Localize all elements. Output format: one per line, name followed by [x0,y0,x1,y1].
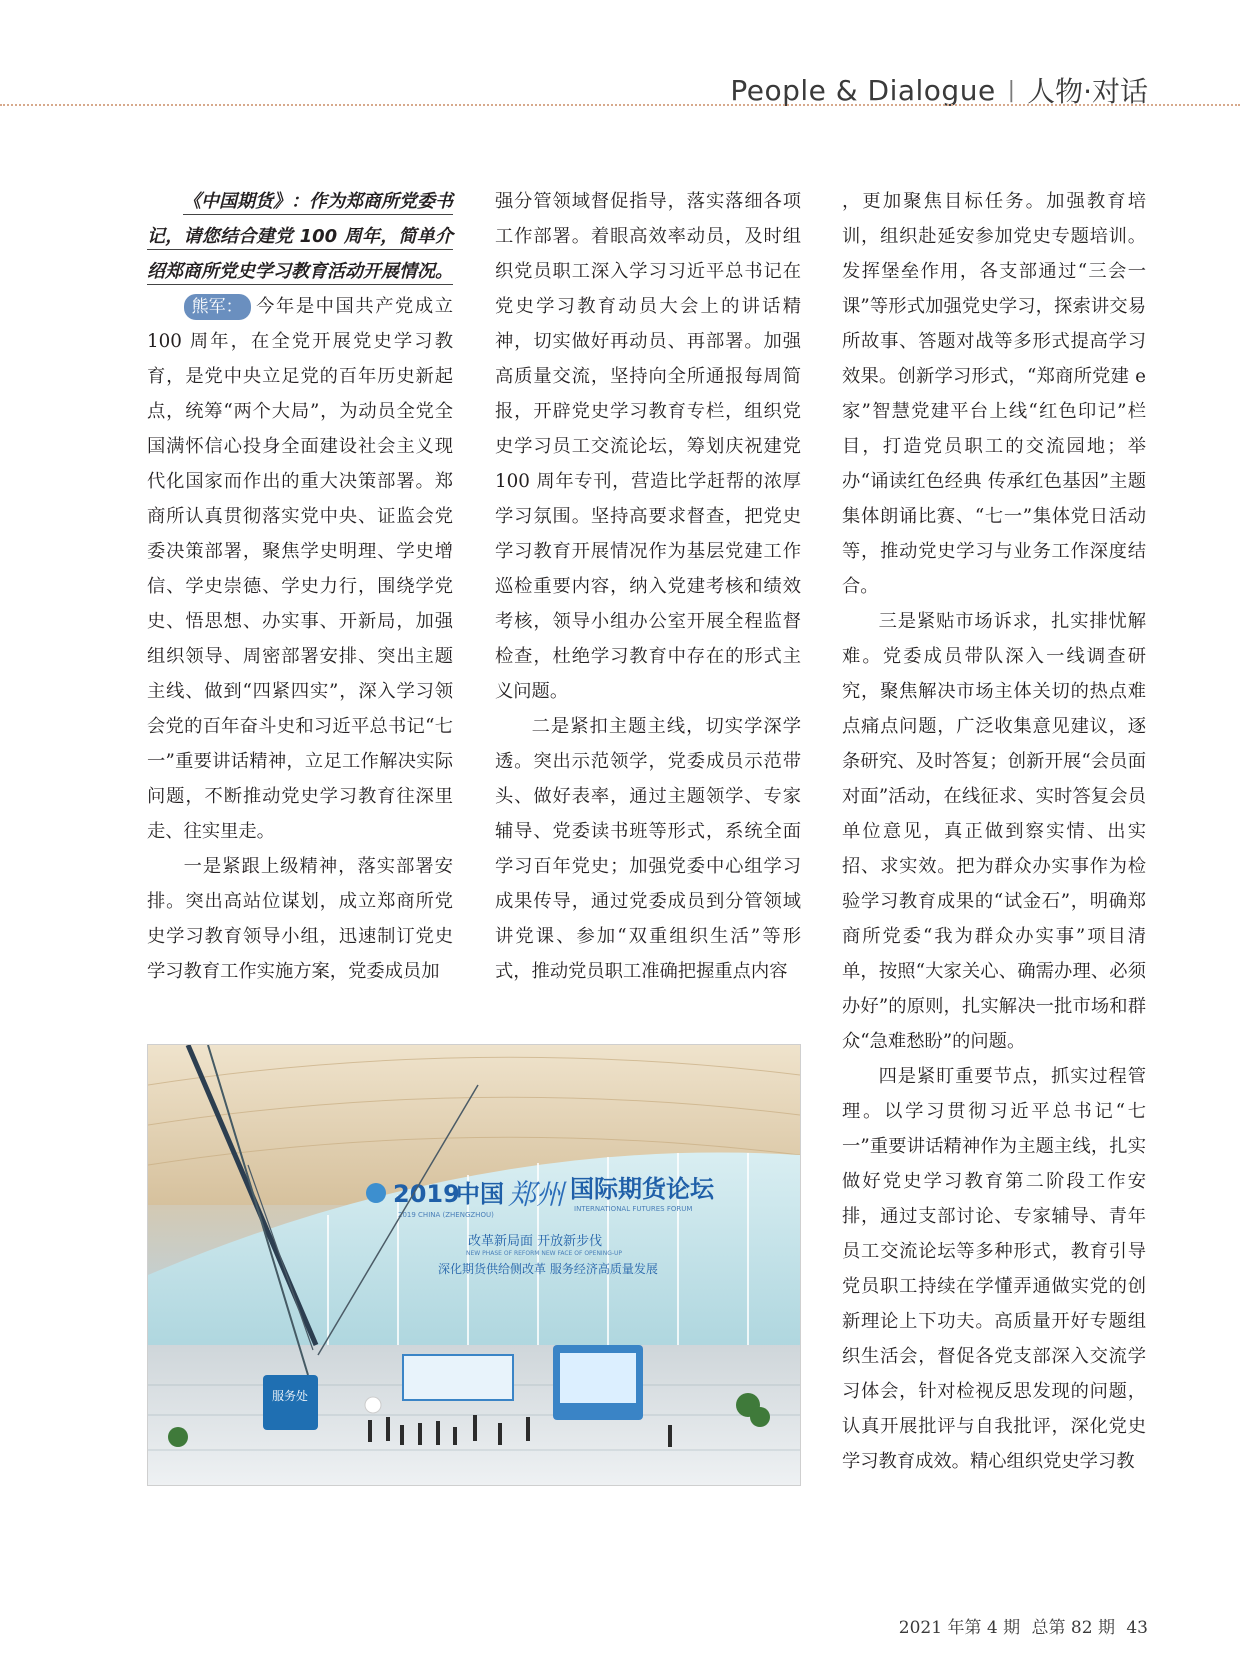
paragraph-3: 二是紧扣主题主线，切实学深学透。突出示范领学，党委成员示范带头、做好表率，通过主题领学、专家辅导、党委读书班等形式，系统全面学习百年党史；加强党委中心组学习成果传导，通过党委成员到分管领域讲党课、参加“双重组织生活”等形式，推动党员职工准确把握重点内容 [495,716,801,982]
page-footer [893,1613,1148,1638]
banner-forum-en: INTERNATIONAL FUTURES FORUM [574,1205,693,1213]
banner-year: 2019 [393,1180,460,1208]
interview-question: 《中国期货》：作为郑商所党委书记，请您结合建党 100 周年，简单介绍郑商所党史学习教育活动开展情况。 [147,191,453,282]
paragraph-5: 四是紧盯重要节点，抓实过程管理。以学习贯彻习近平总书记“七一”重要讲话精神作为主题主线，扎实做好党史学习教育第二阶段工作安排，通过支部讨论、专家辅导、青年员工交流论坛等多种形式，教育引导党员职工持续在学懂弄通做实党的创新理论上下功夫。高质量开好专题组织生活会，督促各党支部深入交流学习体会，针对检视反思发现的问题，认真开展批评与自我批评，深化党史学习教育成效。精心组织党史学习教 [842,1066,1146,1472]
section-name-cn: 人物·对话 [1027,75,1148,108]
page-number: 43 [1126,1618,1148,1638]
banner-slogan-1: 改革新局面 开放新步伐 [468,1234,603,1249]
forum-hall-illustration [148,1045,800,1485]
banner-china: 中国 [456,1180,504,1208]
answer-paragraph-1 [147,289,453,849]
paragraph-4: 三是紧贴市场诉求，扎实排忧解难。党委成员带队深入一线调查研究，聚焦解决市场主体关切的热点难点痛点问题，广泛收集意见建议，逐条研究、及时答复；创新开展“会员面对面”活动，在线征求、实时答复会员单位意见，真正做到察实情、出实招、求实效。把为群众办实事作为检验学习教育成果的“试金石”，明确郑商所党委“我为群众办实事”项目清单，按照“大家关心、确需办理、必须办好”的原则，扎实解决一批市场和群众“急难愁盼”的问题。 [842,611,1146,1052]
forum-photo [147,1044,801,1486]
banner-subtitle-en: 2019 CHINA (ZHENGZHOU) [398,1211,494,1219]
text-column-2 [495,184,801,1020]
paragraph-2: 一是紧跟上级精神，落实部署安排。突出高站位谋划，成立郑商所党史学习教育领导小组，迅速制订党史学习教育工作实施方案，党委成员加 [147,856,453,982]
header-separator: | [1007,77,1016,103]
banner-slogan-2: 深化期货供给侧改革 服务经济高质量发展 [438,1262,658,1276]
speaker-tag: 熊军： [184,294,251,320]
banner-forum-name: 国际期货论坛 [570,1175,714,1203]
paragraph-3: ，更加聚焦目标任务。加强教育培训，组织赴延安参加党史专题培训。发挥堡垒作用，各支部通过“三会一课”等形式加强党史学习，探索讲交易所故事、答题对战等多形式提高学习效果。创新学习形式，“郑商所党建 e 家”智慧党建平台上线“红色印记”栏目，打造党员职工的交流园地；举办“诵读红色经典 传承红色基因”主题集体朗诵比赛、“七一”集体党日活动等，推动党史学习与业务工作深度结合。 [842,191,1146,597]
header-dotted-rule [0,104,1240,106]
paragraph-2: 强分管领域督促指导，落实落细各项工作部署。着眼高效率动员，及时组织党员职工深入学习习近平总书记在党史学习教育动员大会上的讲话精神，切实做好再动员、再部署。加强高质量交流，坚持向全所通报每周简报，开辟党史学习教育专栏，组织党史学习员工交流论坛，筹划庆祝建党 100 周年专刊，营造比学赶帮的浓厚学习氛围。坚持高要求督查，把党史学习教育开展情况作为基层党建工作巡检重要内容，纳入党建考核和绩效考核，领导小组办公室开展全程监督检查，杜绝学习教育中存在的形式主义问题。 [495,191,801,702]
text-column-1 [147,184,453,989]
section-name-en: People & Dialogue [730,73,996,107]
total-issue: 总第 82 期 [1031,1618,1115,1638]
banner-city: 郑州 [508,1178,565,1211]
answer-text: 今年是中国共产党成立 100 周年，在全党开展党史学习教育，是党中央立足党的百年历史新起点，统筹“两个大局”，为动员全党全国满怀信心投身全面建设社会主义现代化国家而作出的重大决策部署。郑商所认真贯彻落实党中央、证监会党委决策部署，聚焦学史明理、学史增信、学史崇德、学史力行，围绕学党史、悟思想、办实事、开新局，加强组织领导、周密部署安排、突出主题主线、做到“四紧四实”，深入学习领会党的百年奋斗史和习近平总书记“七一”重要讲话精神，立足工作解决实际问题，不断推动党史学习教育往深里走、往实里走。 [147,296,453,842]
booth-label: 服务处 [272,1389,309,1403]
issue-number: 2021 年第 4 期 [898,1618,1021,1638]
banner-slogan-1-en: NEW PHASE OF REFORM NEW FACE OF OPENING-UP [466,1250,623,1257]
text-column-3 [842,184,1146,1499]
